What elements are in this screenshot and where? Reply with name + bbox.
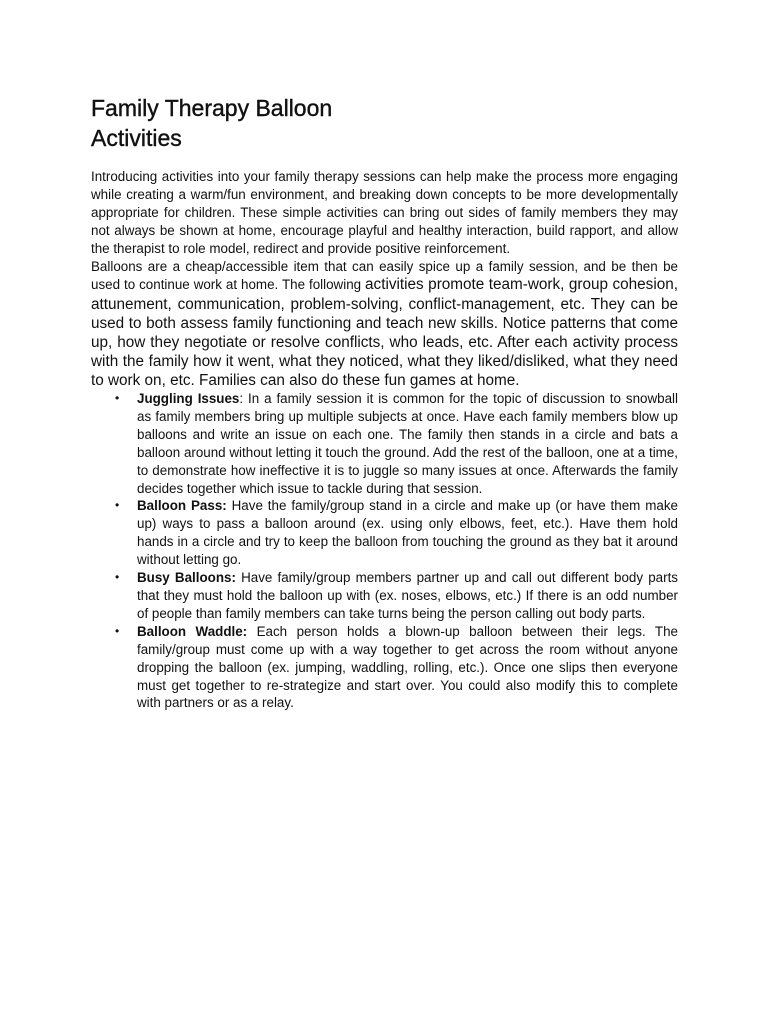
activity-separator bbox=[247, 624, 256, 639]
activity-busy-balloons bbox=[115, 569, 679, 623]
activity-separator: : bbox=[239, 391, 249, 406]
activity-balloon-waddle bbox=[115, 623, 678, 713]
activity-description: Each person holds a blown-up balloon between their legs. The family/group must come up with a way together to get across the room without anyone dropping the balloon (ex. jumping, waddling, rolling, etc.). Once one slips then everyone must get together to re-strategize and start over. You could also modify this to complete with partners or as a relay. bbox=[137, 623, 678, 711]
document-title-line-1: Family Therapy Balloon bbox=[91, 95, 333, 121]
activity-balloon-pass bbox=[115, 497, 678, 569]
activity-term: Balloon Waddle: bbox=[137, 623, 248, 639]
document-title bbox=[91, 93, 678, 153]
bullet-icon: • bbox=[115, 498, 120, 513]
activity-description: In a family session it is common for the topic of discussion to snowball as family members bring up multiple subjects at once. Have each family members blow up balloons and write an issue on each one. The family then stands in a circle and bats a balloon around without letting it touch the ground. Add the rest of the balloon, one at a time, to demonstrate how ineffective it is to juggle so many issues at once. Afterwards the family decides together which issue to tackle during that session. bbox=[137, 391, 678, 496]
balloons-paragraph-lead: Balloons are a cheap/accessible item that can easily spice up a family session, and be then be used to continue work at home. The following bbox=[91, 258, 678, 293]
balloons-paragraph bbox=[91, 258, 678, 390]
activity-term: Busy Balloons: bbox=[137, 570, 236, 586]
bullet-icon: • bbox=[115, 570, 120, 585]
document-title-line-2: Activities bbox=[91, 125, 182, 151]
document-page bbox=[91, 93, 678, 712]
activity-juggling-issues bbox=[115, 390, 678, 497]
bullet-icon: • bbox=[115, 391, 120, 405]
activity-description: Have the family/group stand in a circle and make up (or have them make up) ways to pass a balloon around (ex. using only elbows, feet, etc.). Have them hold hands in a circle and try to keep the balloon from touching the ground as they bat it around without letting go. bbox=[137, 498, 678, 568]
activities-list bbox=[91, 390, 678, 712]
intro-paragraph: Introducing activities into your family therapy sessions can help make the process more engaging while creating a warm/fun environment, and breaking down concepts to be more developmentally appropriate for children. These simple activities can bring out sides of family members they may not always be shown at home, encourage playful and healthy interaction, build rapport, and allow the therapist to role model, redirect and provide positive reinforcement. bbox=[91, 169, 678, 256]
bullet-icon: • bbox=[115, 623, 120, 638]
balloons-paragraph-rest: activities promote team-work, group cohesion, attunement, communication, problem-solving, conflict-management, etc. They can be used to both assess family functioning and teach new skills. Notice patterns that come up, how they negotiate or resolve conflicts, who leads, etc. After each activity process with the family how it went, what they noticed, what they liked/disliked, what they need to work on, etc. Families can also do these fun games at home. bbox=[91, 276, 678, 389]
activity-description: Have family/group members partner up and call out different body parts that they must hold the balloon up with (ex. noses, elbows, etc.) If there is an odd number of people than family members can take turns being the person calling out body parts. bbox=[137, 570, 679, 621]
activity-term: Juggling Issues bbox=[137, 391, 240, 406]
activity-term: Balloon Pass: bbox=[137, 498, 227, 514]
